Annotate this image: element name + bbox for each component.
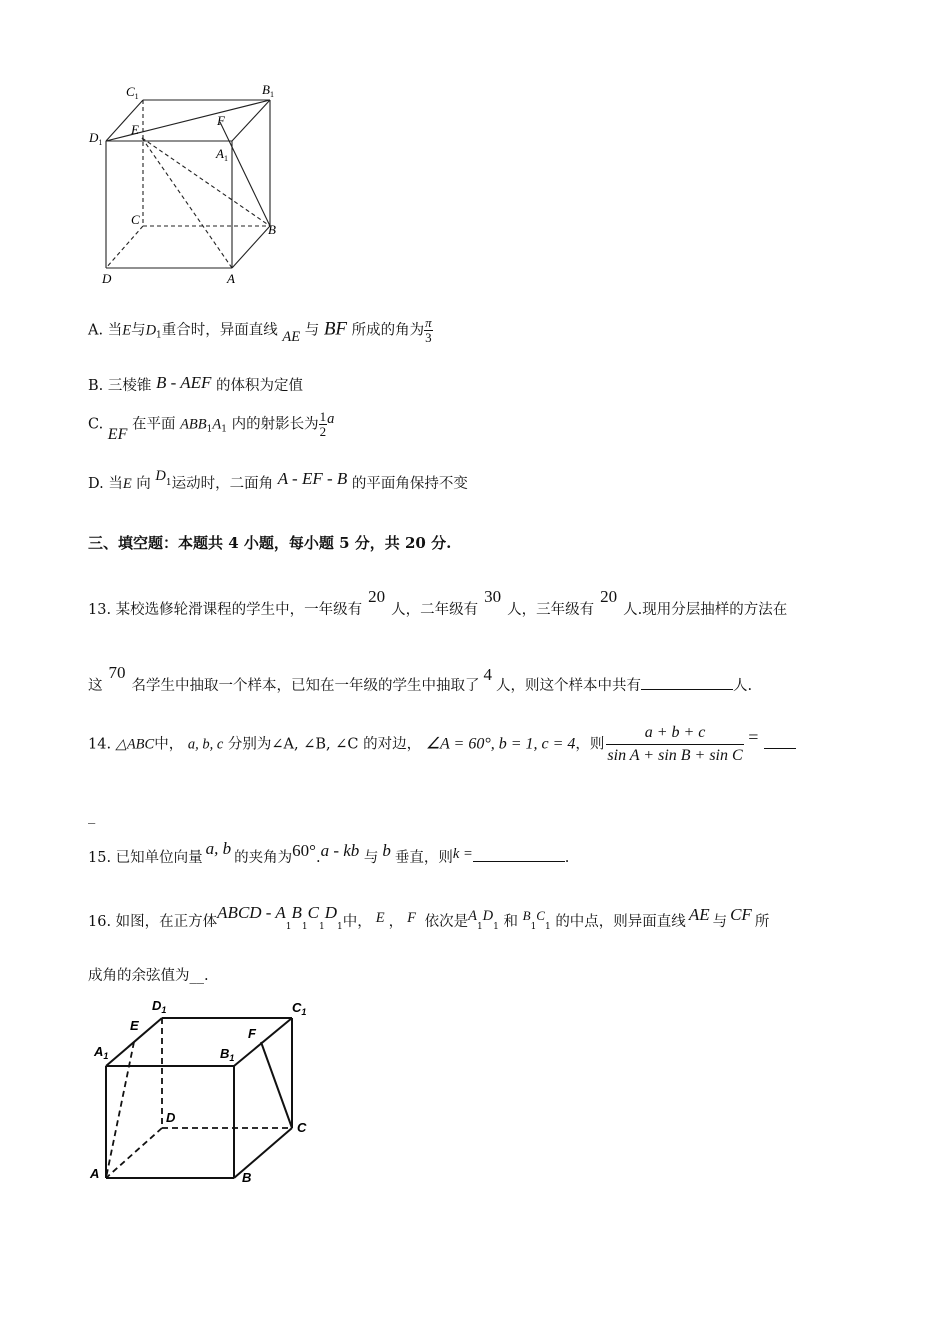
answer-blank-13[interactable] <box>641 689 733 690</box>
label-c: C <box>131 212 140 227</box>
hidden-edge <box>106 226 143 268</box>
label-c1: $C_1$ <box>126 84 139 101</box>
fraction-pi-over-3: $\frac{\pi}{3}$ <box>425 315 432 345</box>
label-d1: $D_1$ <box>89 130 103 147</box>
question-14-tail: _ <box>88 808 96 824</box>
answer-blank-14[interactable] <box>764 748 796 749</box>
segment-cf <box>261 1042 292 1128</box>
label-b1: $B_1$ <box>262 82 274 99</box>
question-16-line-2: 成角的余弦值为__. <box>88 968 209 984</box>
edge <box>234 1018 292 1066</box>
segment-eb <box>142 138 270 226</box>
label-d: D <box>166 1110 176 1125</box>
question-15: 15. 已知单位向量 a, b 的夹角为60°.a - kb 与 b 垂直，则k = . <box>88 839 570 866</box>
label-a: A <box>227 271 235 286</box>
cube-figure-2 <box>86 996 326 1196</box>
label-a1: $A_1$ <box>216 146 228 163</box>
label-a: A <box>90 1166 100 1181</box>
option-a: A. 当E与$D_1$重合时，异面直线 AE 与 BF 所成的角为 $\frac{\pi}{3}$ <box>88 315 432 345</box>
fraction-one-half: $\frac{1}{2}$ <box>319 409 327 439</box>
label-d1: $D_1$ <box>152 998 167 1015</box>
label-d: D <box>102 271 112 286</box>
label-b: B <box>242 1170 252 1185</box>
label-e: E <box>131 122 139 137</box>
label-c: C <box>297 1120 307 1135</box>
question-13-line-1: 13. 某校选修轮滑课程的学生中，一年级有20人，二年级有30人，三年级有20人.现用分层抽样的方法在 <box>88 587 788 618</box>
section-heading: 三、填空题：本题共 4 小题，每小题 5 分，共 20 分. <box>88 534 452 552</box>
label-b1: $B_1$ <box>220 1046 235 1063</box>
question-13-line-2: 这70名学生中抽取一个样本，已知在一年级的学生中抽取了4人，则这个样本中共有 人. <box>88 663 753 694</box>
question-16-line-1: 16. 如图，在正方体ABCD - $A_1B_1C_1D_1$中， E ， F 依次是$A_1D_1$ 和 $B_1C_1$ 的中点，则异面直线 AE 与 CF 所 <box>88 903 770 932</box>
edge <box>232 226 270 268</box>
segment-fb <box>220 122 270 226</box>
label-b: B <box>268 222 276 237</box>
label-a1: $A_1$ <box>94 1044 109 1061</box>
cube-figure-1 <box>80 78 290 293</box>
label-f: F <box>217 113 225 128</box>
label-f: F <box>248 1026 256 1041</box>
option-c: C. EF 在平面 $ABB_1A_1$ 内的射影长为 $\frac{1}{2}$ a <box>88 409 335 443</box>
answer-blank-15[interactable] <box>473 861 565 862</box>
label-e: E <box>130 1018 139 1033</box>
label-c1: $C_1$ <box>292 1000 307 1017</box>
question-14: 14. △ABC中， a, b, c 分别为∠A, ∠B, ∠C 的对边， ∠A = 60°, b = 1, c = 4，则 $\frac{a + b + c}{\text{sin A + sin B + sin C}}$ = <box>88 722 796 767</box>
option-b: B. 三棱锥 B - AEF 的体积为定值 <box>88 373 303 394</box>
fraction-perimeter-over-sines: $\frac{a + b + c}{\text{sin A + sin B + sin C}}$ <box>606 722 743 767</box>
option-d: D. 当E 向 $D^1$运动时，二面角 A - EF - B 的平面角保持不变 <box>88 468 468 492</box>
edge <box>232 100 270 141</box>
